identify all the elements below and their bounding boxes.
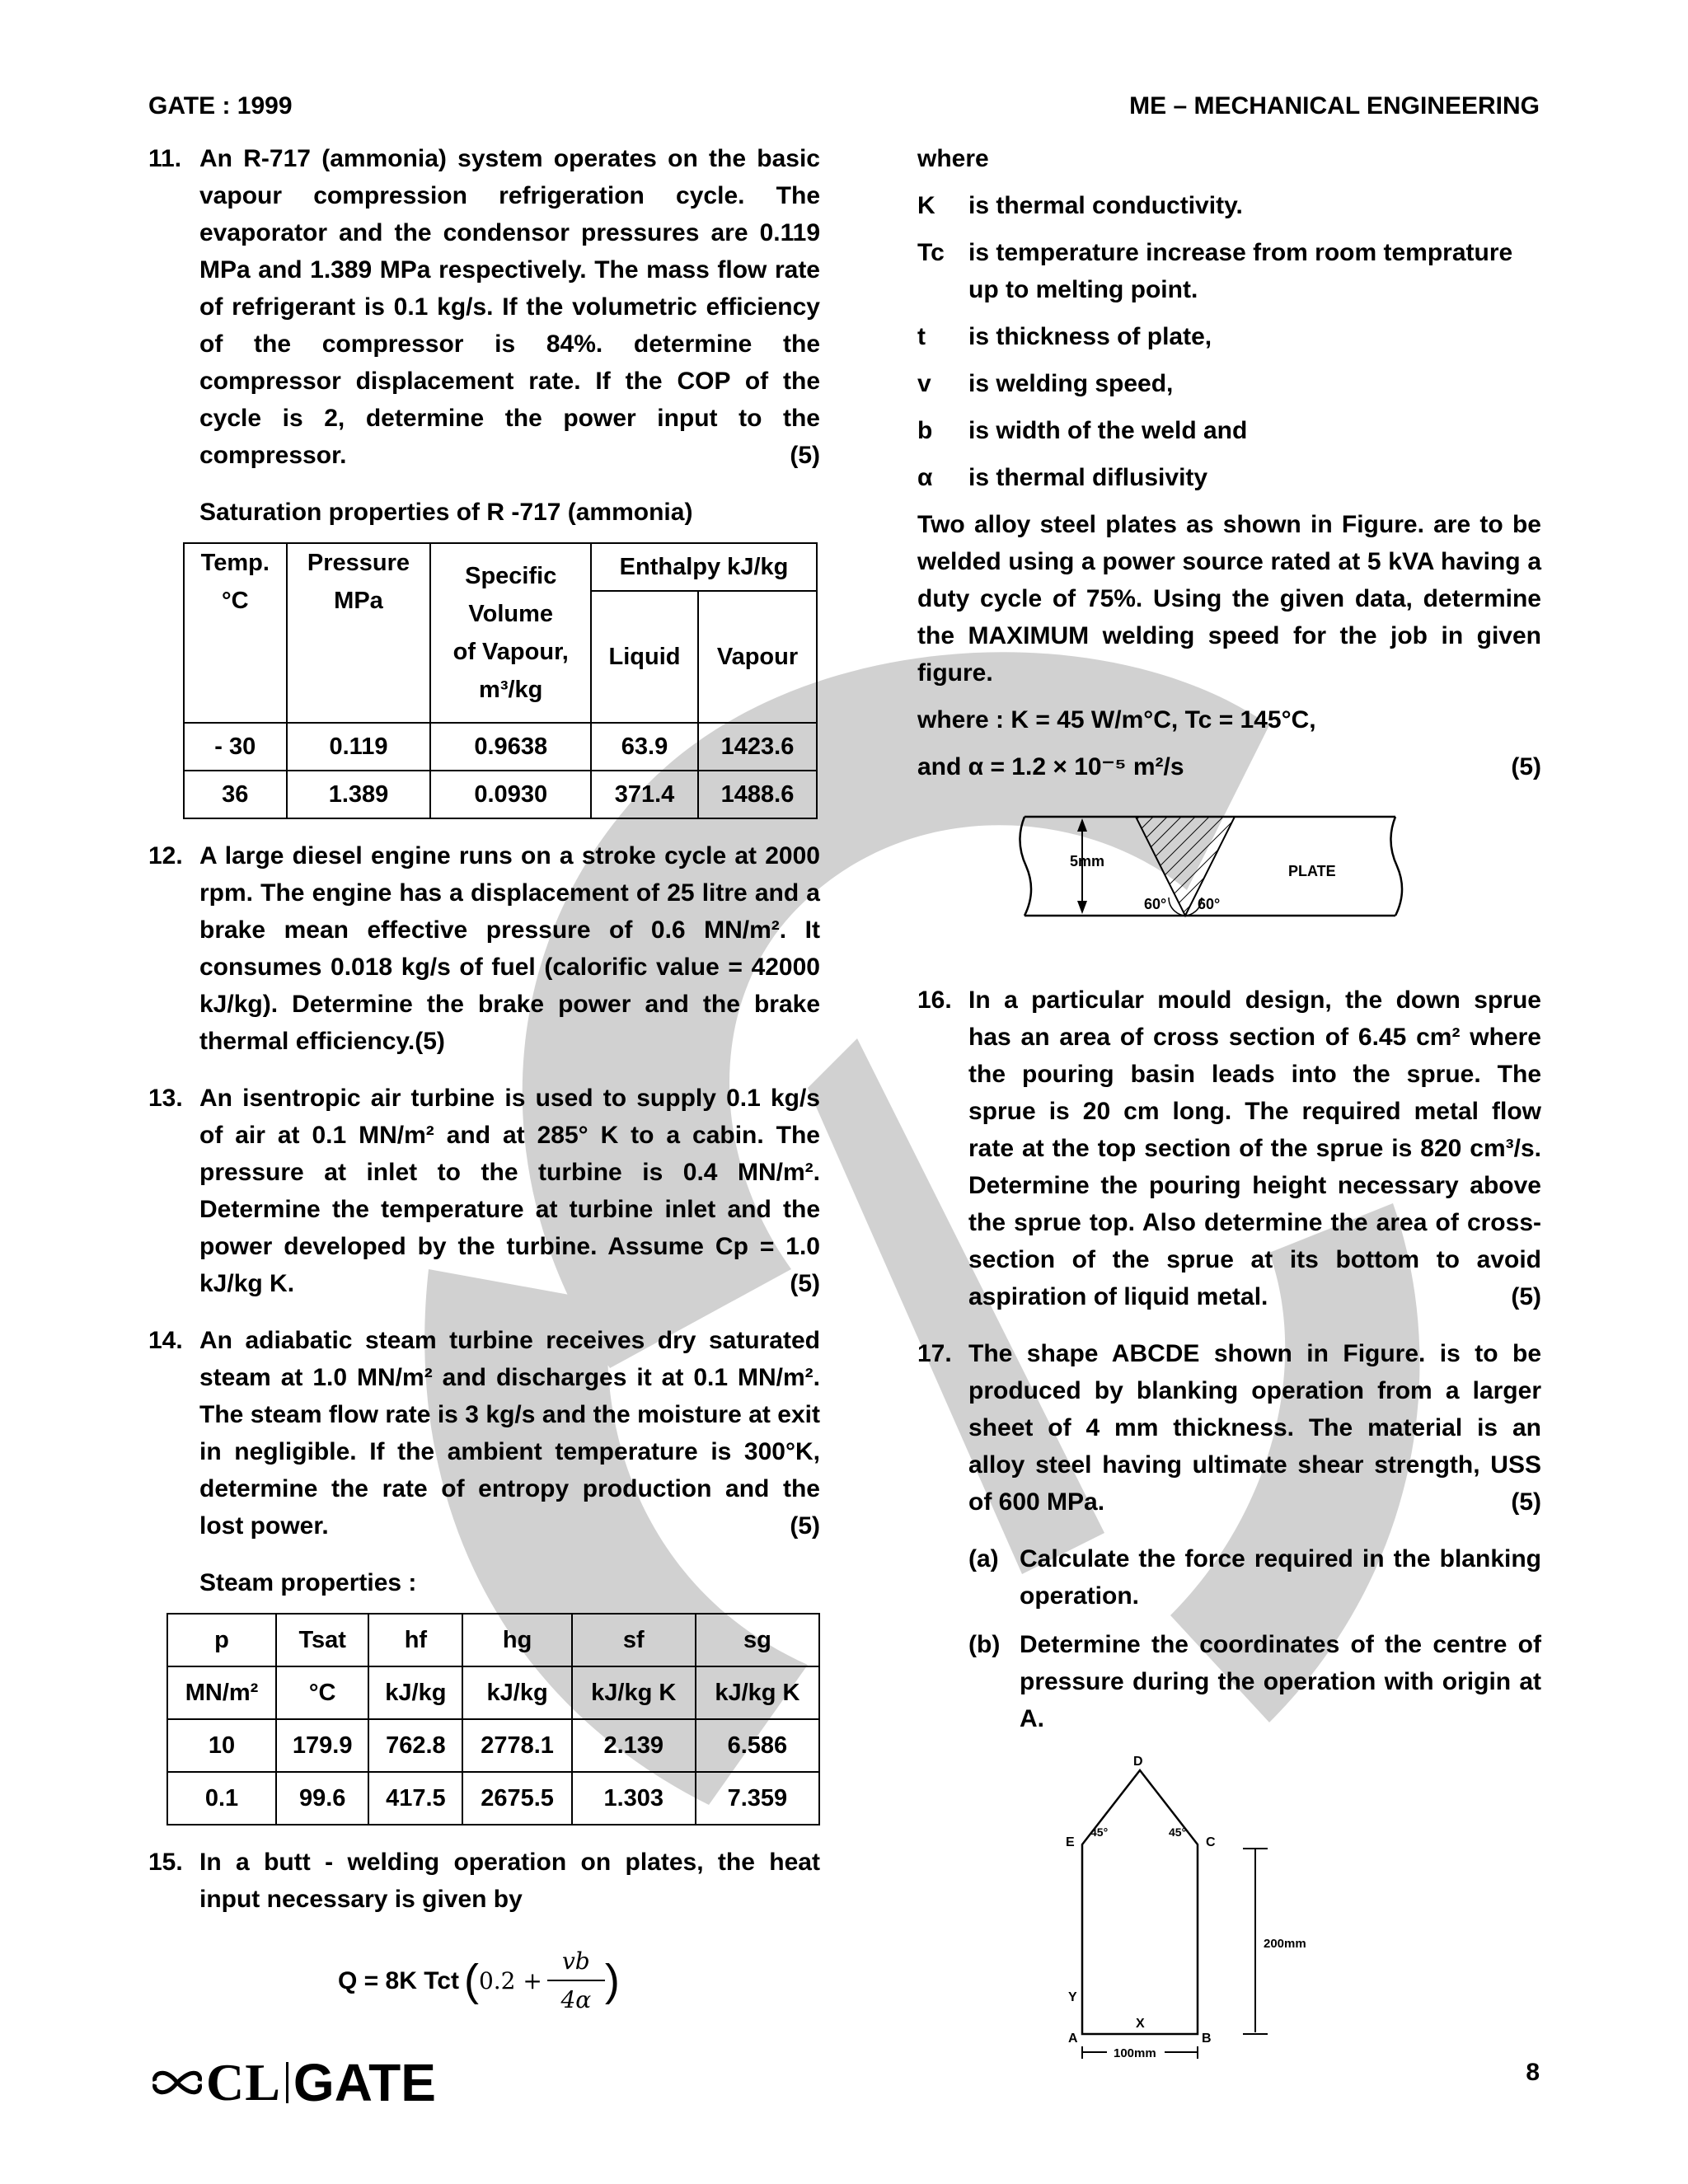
definition: α is thermal diflusivity [917,464,1208,491]
heat-input-formula: Q = 8K Tct ( 0.2 + $\frac{vb}{4\alpha}$ ) [338,1947,620,2013]
blanking-shape-figure [917,1754,1541,2059]
definition: K is thermal conductivity. [917,192,1243,219]
question-number: 11. [148,145,182,172]
page-number: 8 [1526,2059,1540,2086]
question-number: 16. [917,987,952,1014]
marks: (5) [1511,1283,1541,1310]
svg-text:45°: 45° [1090,1825,1109,1839]
table-title: Saturation properties of R -717 (ammonia) [199,499,693,526]
header-right: ME – MECHANICAL ENGINEERING [1129,92,1540,120]
left-column [148,140,820,2018]
right-column [917,140,1541,2059]
question-15 [148,1844,820,1918]
col-vapour: Vapour [698,591,817,723]
definition: t is thickness of plate, [917,323,1212,350]
col-temp: Temp. °C [184,543,287,723]
col-pressure: Pressure MPa [287,543,431,723]
sub-questions [968,1540,1541,1737]
cl-gate-logo: CL GATE [148,2052,436,2113]
col-liquid: Liquid [591,591,698,723]
question-12 [148,837,820,1060]
plate-label: PLATE [1288,863,1336,879]
svg-text:A: A [1068,2032,1078,2046]
marks: (5) [1511,1488,1541,1516]
table-row: 0.1 99.6 417.5 2675.5 1.303 7.359 [167,1772,819,1825]
question-text: An R-717 (ammonia) system operates on the basic vapour compression refrigeration cycle. The evaporator and the condensor pressures are 0.119 MPa and 1.389 MPa respectively. The mass flow rate of refrigerant is 0.1 kg/s. If the volumetric efficiency of the compressor is 84%. determine the compressor displacement rate. If the COP of the cycle is 2, determine the power input to the compressor. [199,145,820,469]
table-row: - 30 0.119 0.9638 63.9 1423.6 [184,723,817,771]
where-label: where [917,145,989,172]
question-text: An adiabatic steam turbine receives dry saturated steam at 1.0 MN/m² and discharges it at 0.1 MN/m². The steam flow rate is 3 kg/s and the moisture at exit in negligible. If the ambient temperature is 300°K, determine the rate of entropy production and the lost power. [199,1327,820,1540]
svg-text:200mm: 200mm [1264,1937,1306,1951]
question-17 [917,1335,1541,1521]
definition: v is welding speed, [917,370,1174,397]
marks: (5) [790,1270,820,1297]
list-item: (b) Determine the coordinates of the centre of pressure during the operation with origin at A. [968,1631,1541,1732]
question-15-paragraph: Two alloy steel plates as shown in Figure. are to be welded using a power source rated at 5 kVA having a duty cycle of 75%. Using the given data, determine the MAXIMUM welding speed for the job in given figure. [917,511,1541,687]
question-text: In a butt - welding operation on plates, the heat input necessary is given by [199,1849,820,1913]
question-text: A large diesel engine runs on a stroke cycle at 2000 rpm. The engine has a displacement of 25 litre and a brake mean effective pressure of 0.6 MN/m². It consumes 0.018 kg/s of fuel (calorific value = 42000 kJ/kg). Determine the brake power and the brake thermal efficiency.(5) [199,842,820,1055]
swirl-icon [148,2058,206,2107]
list-item: (a) Calculate the force required in the blanking operation. [968,1545,1541,1610]
question-13 [148,1080,820,1302]
definition: b is width of the weld and [917,417,1248,444]
question-number: 13. [148,1085,183,1112]
question-16 [917,982,1541,1315]
marks: (5) [790,442,820,469]
table-title: Steam properties : [199,1569,417,1596]
col-specific-volume: Specific Volume of Vapour, m³/kg [430,543,591,723]
question-text: The shape ABCDE shown in Figure. is to be produced by blanking operation from a larger sheet of 4 mm thickness. The material is an alloy steel having ultimate shear strength, USS of 600 MPa. [968,1340,1541,1516]
ammonia-properties-table [183,542,818,819]
svg-text:60°: 60° [1144,896,1167,912]
given-data: where : K = 45 W/m°C, Tc = 145°C, [917,706,1316,733]
steam-properties-table: p Tsat hf hg sf sg MN/m² °C kJ/kg kJ/kg kJ/kg K kJ/kg K 10 179.9 762.8 2778.1 2.139 6.586 0.1 99.6 417.5 2675.5 1.303 7.359 [166,1613,820,1825]
question-11 [148,140,820,474]
svg-text:E: E [1066,1835,1075,1849]
question-number: 14. [148,1327,183,1354]
marks: (5) [790,1512,820,1540]
svg-text:B: B [1202,2032,1212,2046]
svg-text:X: X [1136,2017,1145,2031]
thickness-label: 5mm [1070,853,1105,869]
question-14 [148,1322,820,1544]
table-row: 10 179.9 762.8 2778.1 2.139 6.586 [167,1719,819,1772]
svg-text:C: C [1206,1835,1216,1849]
svg-text:Y: Y [1068,1990,1077,2004]
given-data: and α = 1.2 × 10⁻⁵ m²/s (5) [917,753,1541,780]
question-number: 17. [917,1340,952,1367]
svg-text:D: D [1133,1755,1143,1769]
header-left: GATE : 1999 [148,92,293,120]
weld-plate-figure [917,800,1541,949]
question-text: In a particular mould design, the down sprue has an area of cross section of 6.45 cm² where the pouring basin leads into the sprue. The sprue is 20 cm long. The required metal flow rate at the top section of the sprue is 820 cm³/s. Determine the pouring height necessary above the sprue top. Also determine the area of cross-section of the sprue at its bottom to avoid aspiration of liquid metal. [968,987,1541,1310]
definition: Tc is temperature increase from room temprature up to melting point. [917,239,1513,303]
table-row: 36 1.389 0.0930 371.4 1488.6 [184,771,817,818]
svg-text:45°: 45° [1169,1825,1187,1839]
svg-text:100mm: 100mm [1114,2046,1156,2059]
svg-text:60°: 60° [1198,896,1221,912]
question-number: 12. [148,842,183,869]
question-number: 15. [148,1849,183,1876]
col-enthalpy: Enthalpy kJ/kg [591,543,817,591]
question-text: An isentropic air turbine is used to supply 0.1 kg/s of air at 0.1 MN/m² and at 285° K to a cabin. The pressure at inlet to the turbine is 0.4 MN/m². Determine the temperature at turbine inlet and the power developed by the turbine. Assume Cp = 1.0 kJ/kg K. [199,1085,820,1297]
